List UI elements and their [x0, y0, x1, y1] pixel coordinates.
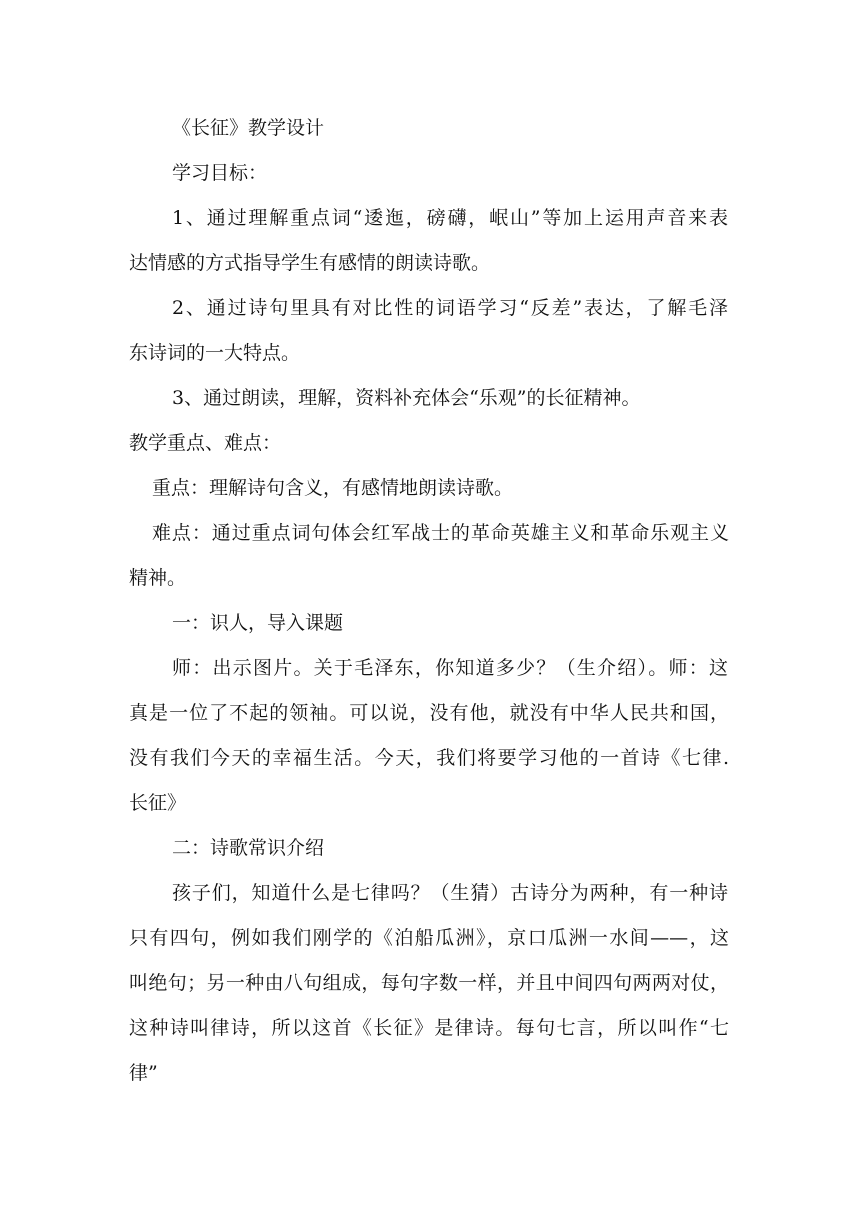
section-2-paragraph-line-1: 孩子们，知道什么是七律吗？（生猜）古诗分为两种，有一种诗	[172, 882, 728, 904]
section-2-paragraph-line-2: 只有四句，例如我们刚学的《泊船瓜洲》，京口瓜洲一水间——，这	[129, 927, 729, 949]
section-2-paragraph-line-4: 这种诗叫律诗，所以这首《长征》是律诗。每句七言，所以叫作“七	[129, 1017, 729, 1039]
section-2-paragraph-line-5: 律”	[129, 1062, 158, 1084]
goals-heading: 学习目标：	[172, 162, 268, 184]
difficult-point-line-1: 难点：通过重点词句体会红军战士的革命英雄主义和革命乐观主义	[152, 522, 729, 544]
section-1-paragraph-line-3: 没有我们今天的幸福生活。今天，我们将要学习他的一首诗《七律.	[129, 747, 729, 769]
goal-2-line-1: 2、通过诗句里具有对比性的词语学习“反差”表达，了解毛泽	[172, 297, 728, 319]
goal-1-line-2: 达情感的方式指导学生有感情的朗读诗歌。	[129, 252, 491, 274]
section-1-paragraph-line-1: 师：出示图片。关于毛泽东，你知道多少？（生介绍）。师：这	[172, 657, 728, 679]
section-2-heading: 二：诗歌常识介绍	[172, 837, 325, 859]
difficult-point-line-2: 精神。	[129, 567, 187, 589]
document-title: 《长征》教学设计	[172, 117, 325, 139]
key-point: 重点：理解诗句含义，有感情地朗读诗歌。	[152, 477, 514, 499]
section-1-paragraph-line-4: 长征》	[129, 792, 187, 814]
section-2-paragraph-line-3: 叫绝句；另一种由八句组成，每句字数一样，并且中间四句两两对仗，	[129, 972, 729, 994]
key-difficult-heading: 教学重点、难点：	[129, 432, 282, 454]
goal-1-line-1: 1、通过理解重点词“逶迤，磅礴，岷山”等加上运用声音来表	[172, 207, 728, 229]
goal-2-line-2: 东诗词的一大特点。	[129, 342, 301, 364]
section-1-paragraph-line-2: 真是一位了不起的领袖。可以说，没有他，就没有中华人民共和国，	[129, 702, 729, 724]
section-1-heading: 一：识人，导入课题	[172, 612, 344, 634]
goal-3: 3、通过朗读，理解，资料补充体会“乐观”的长征精神。	[172, 387, 641, 409]
